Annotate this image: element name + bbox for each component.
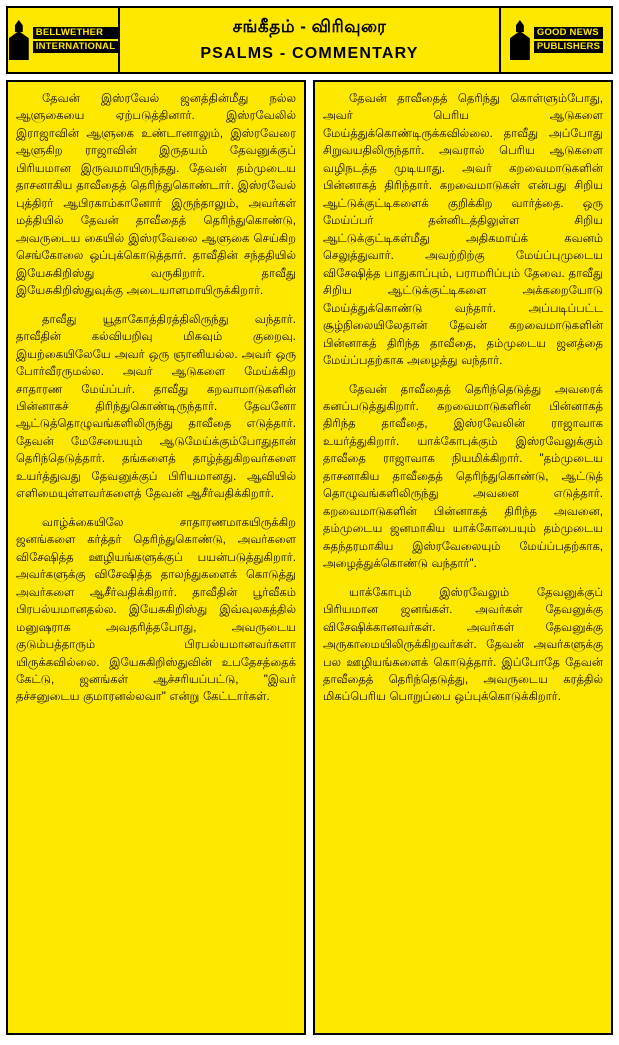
logo-line-2: INTERNATIONAL (33, 41, 118, 53)
logo-text-right (534, 26, 603, 54)
logo-inner-right (509, 20, 603, 60)
logo-line-1: GOOD NEWS (534, 27, 603, 39)
paragraph: தேவன் இஸ்ரவேல் ஜனத்தின்மீது நல்ல ஆளுகையை ஏற்படுத்தினார். இஸ்ரவேலில் இராஜாவின் ஆளுகை உண்டானாலும், இஸ்ரவேரை ஆளுகிற ராஜாவின் இருதயம் தேவனுக்குப் பிரியமான இருவமாயிருந்தது. தேவன் தம்முடைய தாசனாகிய தாவீதைத் தெரிந்துகொண்டார். இஸ்ரவேல் புத்திரர் ஆபிரகாம்கானோர் இருந்தாலும், அவர்கள் மத்தியில் தேவன் தாவீதைத் தெரிந்துகொண்டு, அவருடைய கையில் இஸ்ரவேலை ஆளுகை செய்கிற செங்கோலை ஒப்புக்கொடுத்தார். தாவீதின் சந்ததியில் இயேசுகிறிஸ்து வருகிறார். தாவீது இயேசுகிறிஸ்துவுக்கு அடையாளமாயிருக்கிறார். (16, 93, 296, 298)
bell-tower-icon (8, 20, 30, 60)
paragraph: யாக்கோபும் இஸ்ரவேலும் தேவனுக்குப் பிரியமான ஜனங்கள். அவர்கள் தேவனுக்கு விசேஷிக்கானவர்கள். அவர்கள் தேவனுக்கு அருகாமையிலிருக்கிறவர்கள். தேவன் அவர்களுக்கு பல ஊழியங்களைக் கொடுத்தார். இப்போதே தேவன் தாவீதைத் தெரிந்தெடுத்து, அவருடைய கரத்தில் மிகப்பெரிய பொறுப்பை ஒப்புக்கொடுக்கிறார். (323, 586, 603, 704)
good-news-publishers-logo (499, 8, 611, 72)
document-header (6, 6, 613, 74)
header-titles (120, 8, 499, 72)
paragraph: தேவன் தாவீதைத் தெரிந்து கொள்ளும்போது, அவர் பெரிய ஆடுகளை மேய்த்துக்கொண்டிருக்கவில்லை. தாவீது அப்போது சிறுவயதிலிருந்தார். அவரால் பெரிய ஆடுகளை வழிநடத்த முடியாது. அவர் கறவைமாடுகளின் பின்னாகத் திரிந்தார். கறவைமாடுகள் என்பது சிறிய ஆட்டுக்குட்டிகளைக் குறிக்கிற வார்த்தை. ஒரு மேய்ப்பர் தன்னிடத்திலுள்ள சிறிய ஆட்டுக்குட்டிகள்மீது அதிகமாய்க் கவனம் செலுத்துவார். அவற்றிற்கு மேய்ப்புமுடைய விசேஷித்த பாதுகாப்பும், பராமரிப்பும் தேவை. தாவீது சிறிய ஆட்டுக்குட்டிகளை அக்கறையோடு மேய்த்துக்கொண்டு வந்தார். அப்படிப்பட்ட சூழ்நிலையிலேதான் தேவன் கறவைமாடுகளின் பின்னாகத் திரிந்த தாவீதை, தம்முடைய ஜனத்தை மேய்ப்பதற்காக அழைத்து வந்தார். (323, 93, 603, 368)
right-column (313, 80, 613, 1035)
left-column (6, 80, 306, 1035)
paragraph: வாழ்க்கையிலே சாதாரணமாகயிருக்கிற ஜனங்களை கர்த்தர் தெரிந்துகொண்டு, அவர்களை விசேஷித்த ஊழியங்களுக்குப் பயன்படுத்துகிறார். அவர்களுக்கு விசேஷித்த தாலந்துகளைக் கொடுத்து அவர்களை ஆசீர்வதிக்கிறார். தாவீதின் பூர்வீகம் பிரபல்யமானதல்ல. இயேசுகிறிஸ்து இவ்வுலகத்தில் மனுஷராக அவதரித்தபோது, அவருடைய குடும்பத்தாரும் பிரபல்யமானவர்களா யிருக்கவில்லை. இயேசுகிறிஸ்துவின் உபதேசத்தைக் கேட்டு, ஜனங்கள் ஆச்சரியப்பட்டு, "இவர் தச்சனுடைய குமாரனல்லவா" என்று கேட்டார்கள். (16, 516, 296, 704)
logo-inner-left (8, 20, 118, 60)
paragraph: தாவீது யூதாகோத்திரத்திலிருந்து வந்தார். தாவீதின் கல்வியறிவு மிகவும் குறைவு. இயற்கையிலேயே அவர் ஒரு ஞானியல்ல. அவர் ஒரு போர்வீரருமல்ல. அவர் ஆடுகளை மேய்க்கிற சாதாரண மேய்ப்பர். தாவீது கறவாமாடுகளின் பின்னாகச் திரிந்துகொண்டிருந்தார். தேவனோ ஆட்டுத்தொழுவங்களிலிருந்து தாவீதை எடுத்தார். தேவன் மேசேயையும் ஆடுமேய்க்கும்போதுதான் தெரிந்தெடுத்தார். தங்களைத் தாழ்த்துகிறவர்களை உயர்த்துவது தேவனுக்குப் பிரியமானது. ஆவியில் எளிமையுள்ளவர்களைத் தேவன் ஆசீர்வதிக்கிறார். (16, 313, 296, 501)
church-steeple-icon (509, 20, 531, 60)
page-title-english: PSALMS - COMMENTARY (200, 45, 419, 62)
page-title-tamil: சங்கீதம் - விரிவுரை (232, 17, 387, 36)
logo-line-2: PUBLISHERS (534, 41, 603, 53)
bellwether-international-logo (8, 8, 120, 72)
logo-text-left (33, 26, 118, 54)
logo-line-1: BELLWETHER (33, 27, 118, 39)
paragraph: தேவன் தாவீதைத் தெரிந்தெடுத்து அவரைக் கனப்படுத்துகிறார். கறவைமாடுகளின் பின்னாகத் திரிந்த தாவீதை, இஸ்ரவேலின் ராஜாவாக உயர்த்துகிறார். யாக்கோபுக்கும் இஸ்ரவேலுக்கும் தாவீதை ராஜாவாக நியமிக்கிறார். "தம்முடைய தாசனாகிய தாவீதைத் தெரிந்துகொண்டு, ஆட்டுத் தொழுவங்களிலிருந்து அவனை எடுத்தார். கறவைமாடுகளின் பின்னாகத் திரிந்த அவனை, தம்முடைய ஜனமாகிய யாக்கோபையும் தம்முடைய சுதந்தரமாகிய இஸ்ரவேலையும் மேய்ப்பதற்காக, அழைத்துக்கொண்டு வந்தார்". (323, 383, 603, 571)
document-body (6, 80, 613, 1035)
